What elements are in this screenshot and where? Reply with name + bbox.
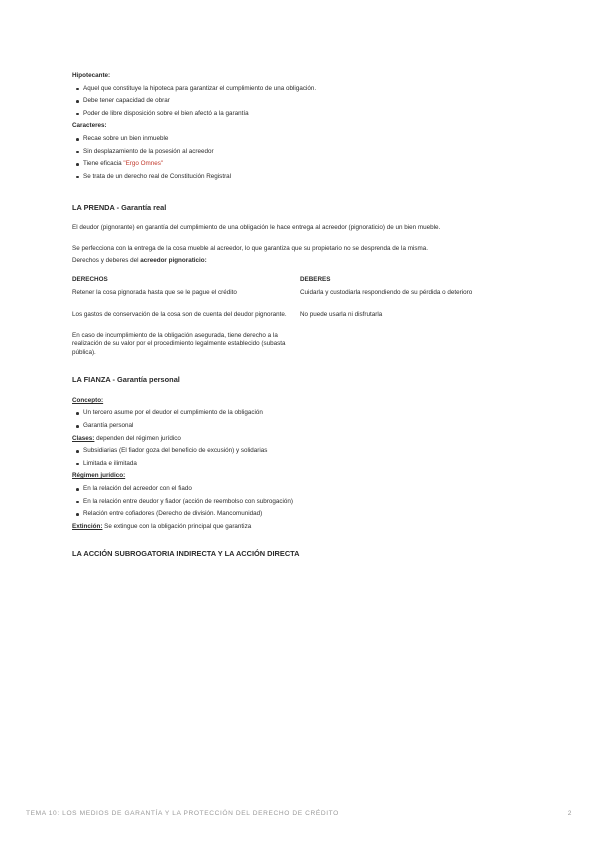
prenda-paragraph-2: Se perfecciona con la entrega de la cosa mueble al acreedor, lo que garantiza que su propietario no se desprenda de la misma. — [72, 244, 428, 252]
eficacia-prefix: Tiene eficacia — [83, 160, 124, 168]
table-cell — [300, 332, 512, 358]
fianza-heading: LA FIANZA - Garantía personal — [72, 375, 180, 385]
list-item: Limitada e ilimitada — [72, 458, 532, 471]
table-row — [72, 287, 512, 300]
derechos-header: DERECHOS — [72, 275, 108, 283]
extincion-line — [72, 521, 532, 534]
list-item: Relación entre cofiadores (Derecho de división. Mancomunidad) — [72, 508, 532, 521]
deberes-header: DEBERES — [300, 275, 331, 283]
clases-title: Clases: — [72, 434, 95, 442]
table-row — [72, 309, 512, 322]
list-item: Poder de libre disposición sobre el bien afectó a la garantía — [72, 108, 532, 121]
table-spacer-row — [72, 322, 512, 332]
table-cell: No puede usarla ni disfrutarla — [300, 311, 383, 319]
page-number: 2 — [567, 810, 572, 817]
page-content — [72, 70, 532, 568]
clases-line — [72, 433, 532, 446]
page-footer — [26, 810, 572, 817]
caracteres-title: Caracteres: — [72, 122, 107, 130]
concepto-list — [72, 407, 532, 432]
clases-list — [72, 445, 532, 470]
table-spacer-row — [72, 299, 512, 309]
hipotecante-title: Hipotecante: — [72, 72, 111, 79]
accion-heading: LA ACCIÓN SUBROGATORIA INDIRECTA Y LA ACCIÓN DIRECTA — [72, 548, 300, 558]
list-item: Debe tener capacidad de obrar — [72, 95, 532, 108]
prenda-paragraph-3 — [72, 255, 532, 268]
list-item: En la relación del acreedor con el fiado — [72, 483, 532, 496]
list-item: Subsidiarias (El fiador goza del beneficio de excusión) y solidarias — [72, 445, 532, 458]
table-row — [72, 332, 512, 358]
table-cell: Cuidarla y custodiarla respondiendo de su pérdida o deterioro — [300, 288, 473, 296]
regimen-list — [72, 483, 532, 521]
extincion-text: Se extingue con la obligación principal que garantiza — [102, 522, 252, 530]
list-item: Se trata de un derecho real de Constitución Registral — [72, 171, 532, 184]
extincion-title: Extinción: — [72, 522, 103, 530]
footer-title: TEMA 10: LOS MEDIOS DE GARANTÍA Y LA PROTECCIÓN DEL DERECHO DE CRÉDITO — [26, 810, 339, 817]
table-cell: Los gastos de conservación de la cosa son de cuenta del deudor pignorante. — [72, 311, 287, 319]
list-item: Un tercero asume por el deudor el cumplimiento de la obligación — [72, 407, 532, 420]
list-item: Sin desplazamiento de la posesión al acreedor — [72, 146, 532, 159]
list-item: Garantía personal — [72, 420, 532, 433]
prenda-heading: LA PRENDA - Garantía real — [72, 202, 167, 212]
clases-text: dependen del régimen jurídico — [94, 434, 181, 442]
acreedor-pignoraticio-label: acreedor pignoraticio: — [140, 257, 207, 265]
table-header-row — [72, 274, 512, 287]
table-cell: Retener la cosa pignorada hasta que se le pague el crédito — [72, 288, 237, 296]
list-item: Recae sobre un bien inmueble — [72, 133, 532, 146]
hipotecante-list — [72, 83, 532, 121]
caracteres-list — [72, 133, 532, 183]
list-item: En la relación entre deudor y fiador (acción de reembolso con subrogación) — [72, 496, 532, 509]
prenda-paragraph-1: El deudor (pignorante) en garantía del cumplimiento de una obligación le hace entrega al acreedor (pignoraticio) de un bien mueble. — [72, 224, 441, 232]
table-cell: En caso de incumplimiento de la obligación asegurada, tiene derecho a la realización de su valor por el procedimiento legalmente establecido (subasta pública). — [72, 331, 286, 357]
list-item: Aquel que constituye la hipoteca para garantizar el cumplimiento de una obligación. — [72, 83, 532, 96]
concepto-title: Concepto: — [72, 396, 104, 404]
derechos-deberes-prefix: Derechos y deberes del — [72, 257, 141, 265]
derechos-deberes-table — [72, 274, 512, 358]
list-item — [72, 158, 532, 171]
regimen-title: Régimen jurídico: — [72, 472, 126, 480]
ergo-omnes-highlight: "Ergo Omnes" — [123, 160, 164, 168]
